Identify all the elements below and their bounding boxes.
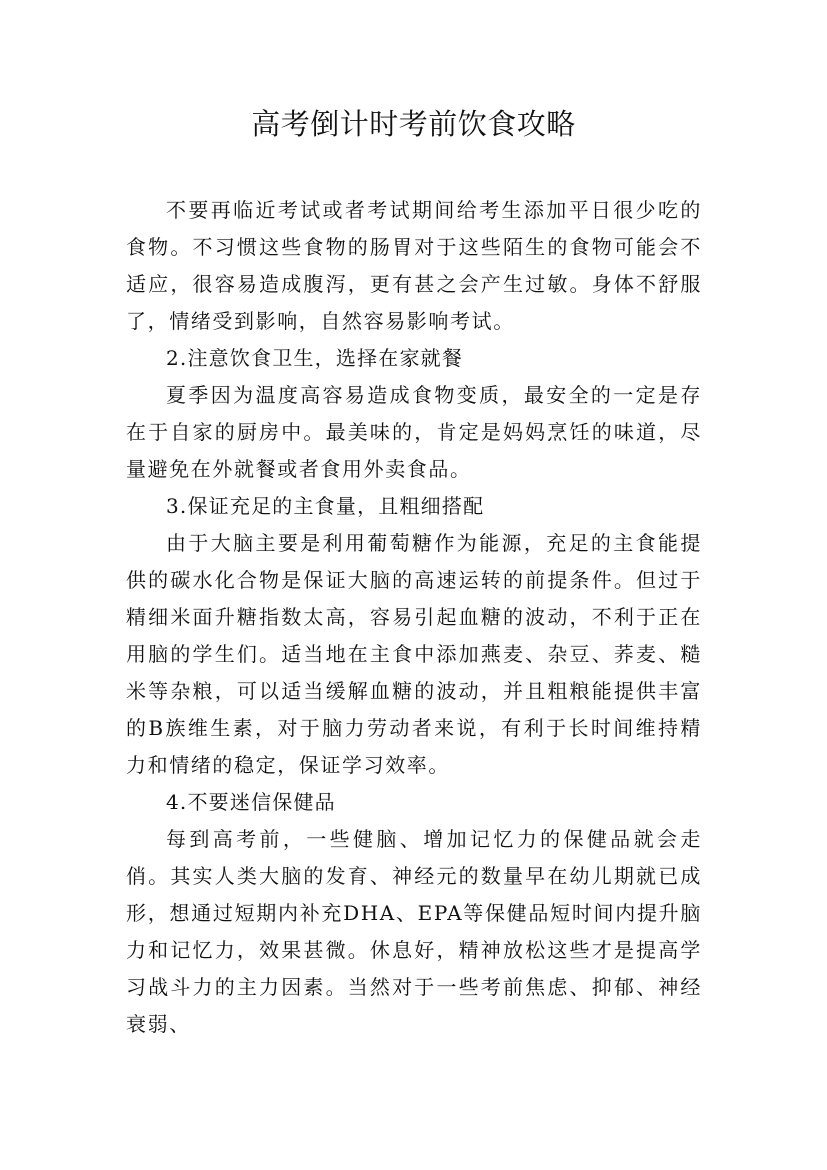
- section-heading-4: 4.不要迷信保健品: [166, 790, 336, 814]
- paragraph-3: 由于大脑主要是利用葡萄糖作为能源，充足的主食能提供的碳水化合物是保证大脑的高速运转的前提条件。但过于精细米面升糖指数太高，容易引起血糖的波动，不利于正在用脑的学生们。适当地在主食中添加燕麦、杂豆、荞麦、糙米等杂粮，可以适当缓解血糖的波动，并且粗粮能提供丰富的B族维生素，对于脑力劳动者来说，有利于长时间维持精力和情绪的稳定，保证学习效率。: [126, 531, 702, 777]
- paragraph-4: 每到高考前，一些健脑、增加记忆力的保健品就会走俏。其实人类大脑的发育、神经元的数量早在幼儿期就已成形，想通过短期内补充DHA、EPA等保健品短时间内提升脑力和记忆力，效果甚微。休息好，精神放松这些才是提高学习战斗力的主力因素。当然对于一些考前焦虑、抑郁、神经衰弱、: [126, 827, 702, 1036]
- document-title: 高考倒计时考前饮食攻略: [251, 107, 576, 141]
- paragraph-2: 夏季因为温度高容易造成食物变质，最安全的一定是存在于自家的厨房中。最美味的，肯定是妈妈烹饪的味道，尽量避免在外就餐或者食用外卖食品。: [126, 383, 702, 481]
- section-heading-3: 3.保证充足的主食量，且粗细搭配: [166, 494, 485, 518]
- document-body: [126, 192, 702, 1043]
- section-heading-2: 2.注意饮食卫生，选择在家就餐: [166, 346, 464, 370]
- paragraph-1: 不要再临近考试或者考试期间给考生添加平日很少吃的食物。不习惯这些食物的肠胃对于这些陌生的食物可能会不适应，很容易造成腹泻，更有甚之会产生过敏。身体不舒服了，情绪受到影响，自然容易影响考试。: [126, 198, 702, 333]
